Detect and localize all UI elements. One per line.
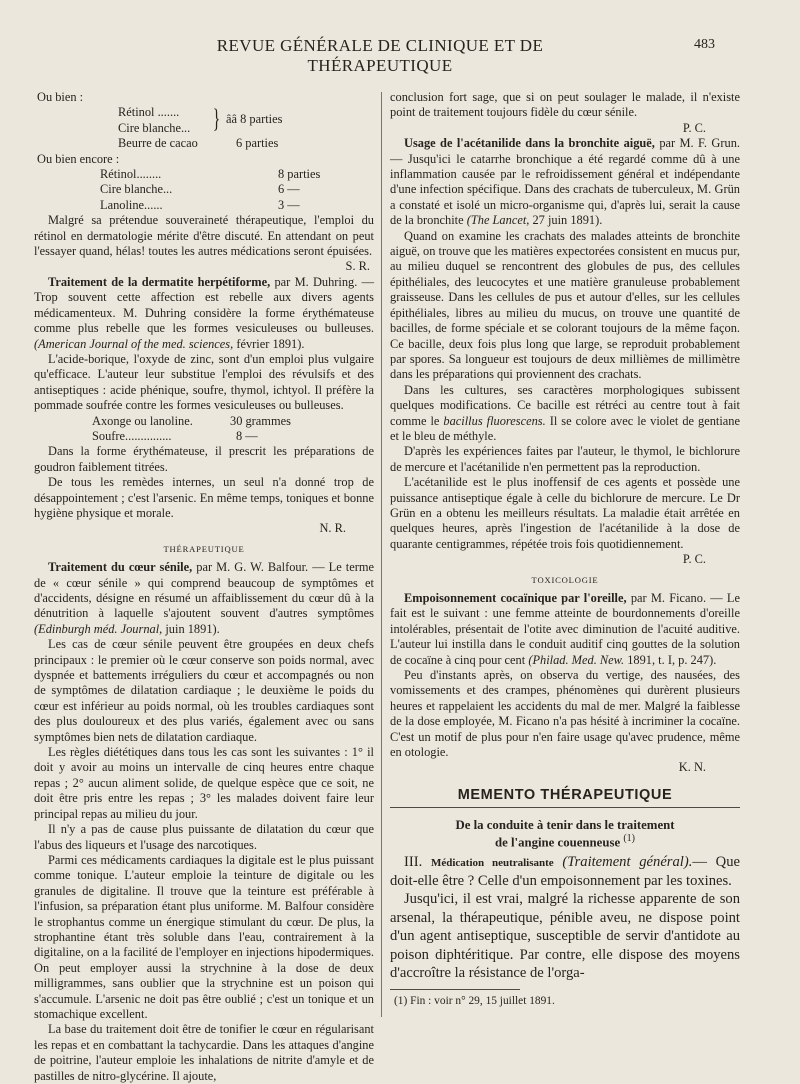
article-text: — Jusqu'ici le catarrhe bronchique a été regardé comme dû à une inflammation causée par le refroidissement général et indépendante d'une infection spécifique. Dans des crachats de tuberculeux, M. Grün a constaté et isolé un micro-organisme qui, d'après lui, serait la cause de la bronchite (390, 151, 740, 228)
column-divider (381, 92, 382, 1017)
article-ficano (390, 591, 740, 668)
article-source-date: juin 1891). (165, 621, 220, 636)
recipe-pommade (34, 414, 374, 445)
signature: S. R. (345, 259, 370, 274)
section-numeral: III. (404, 853, 423, 870)
article-author: par M. Duhring. (274, 274, 358, 289)
paragraph: L'acétanilide est le plus inoffensif de ces agents et possède une puissance antiseptique égale à celle du bichlorure de mercure. Le Dr Grün en a obtenu les meilleurs résultats. La maladie était arrêtée en quelques heures, après l'ingestion de l'acétanilide à la dose de quarante centigrammes, répétée trois fois quotidiennement. (390, 475, 740, 551)
recipe-quantity: ââ 8 parties (226, 112, 283, 127)
running-head (0, 36, 800, 75)
signature: P. C. (682, 120, 706, 135)
paragraph: Parmi ces médicaments cardiaques la digitale est le plus puissant comme tonique. L'auteur emploie la teinture de digitale ou les granules de digitaline. Il trouve que la teinture est préférable à l'infusion, sa préparation étant plus uniforme. M. Balfour considère le strophantus comme un énergique stimulant du cœur. De plus, la strophantine étant très soluble dans l'eau, contrairement à la digitaline, on a la facilité de l'employer en injections hipodermiques. On peut employer aussi la strychnine à la dose de deux milligrammes, sans oublier que la strychnine est un poison qui s'accumule. L'arsenic ne doit pas être oublié ; c'est un tonique et un stomachique excellent. (34, 852, 374, 1021)
article-source-date: 1891, t. I, p. 247). (627, 652, 717, 667)
article-author: par M. G. W. Balfour. (196, 560, 309, 575)
article-title: Traitement du cœur sénile, (48, 560, 193, 575)
article-source-date: 27 juin 1891). (532, 213, 603, 228)
recipe-ingredient: Lanoline...... (100, 197, 163, 212)
article-title: Empoisonnement cocaïnique par l'oreille, (404, 591, 627, 605)
recipe-intro: Ou bien encore : (37, 151, 120, 166)
section-iii: III. Médication neutralisante (Traitement général).— Que doit-elle être ? Celle d'un empoisonnement par les toxines. (390, 853, 740, 889)
article-source: (American Journal of the med. sciences, (34, 336, 234, 351)
article-title: Usage de l'acétanilide dans la bronchite aiguë, (404, 136, 655, 151)
paragraph: Les cas de cœur sénile peuvent être groupées en deux chefs principaux : le premier où le cœur conserve son poids normal, avec dyspnée et battements irréguliers du cœur et accompagnés ou non de symptômes de dilatation cardiaque ; le deuxième le poids du cœur est inférieur au poids normal, où les troubles cardiaques sont des plus douloureux et des plus variés, également avec ou sans symptômes bien nets de dilatation cardiaque. (34, 637, 374, 744)
italic-term: bacillus fluorescens. (443, 413, 546, 428)
recipe-quantity: 3 — (278, 197, 300, 212)
rubric-heading: TOXICOLOGIE (531, 574, 599, 585)
memento-heading: MEMENTO THÉRAPEUTIQUE (390, 786, 740, 808)
journal-title: REVUE GÉNÉRALE DE CLINIQUE ET DE THÉRAPEUTIQUE (216, 36, 544, 75)
paragraph: Peu d'instants après, on observa du vertige, des nausées, des vomissements et des crampes, phénomènes qui durèrent plusieurs heures et rappelaient les accidents du mal de mer. Malgré la faiblesse de la dose employée, M. Ficano n'a pas hésité à incriminer la cocaïne. C'est un motif de plus pour n'en faire usage qu'avec prudence, même en otologie. (390, 668, 740, 760)
paragraph: Malgré sa prétendue souveraineté thérapeutique, l'emploi du rétinol en dermatologie mérite d'être discuté. En attendant on peut l'essayer quand, hélas! toutes les autres médications seront épuisées. (34, 213, 374, 259)
signature: P. C. (682, 552, 706, 567)
recipe-quantity: 30 grammes (230, 413, 291, 428)
article-source: (The Lancet, (466, 213, 530, 228)
recipe-quantity: 6 — (278, 182, 300, 197)
left-column (34, 90, 374, 1084)
article-duhring (34, 275, 374, 352)
recipe-intro: Ou bien : (37, 90, 84, 104)
article-source-date: février 1891). (236, 336, 305, 351)
paragraph: conclusion fort sage, que si on peut soulager le malade, il n'existe point de traitement toujours fidèle du cœur sénile. (390, 90, 740, 120)
paragraph: L'acide-borique, l'oxyde de zinc, sont d'un emploi plus vulgaire qu'efficace. L'auteur leur substitue l'emploi des révulsifs et des antiseptiques : acide phénique, soufre, thymol, ichtyol. Il préfère la pommade soufrée contre les formes vesiculeuses ou bulleuses. (34, 351, 374, 413)
article-text: — Trop souvent cette affection est rebelle aux divers agents médicamenteux. M. Duhring considère la forme érythémateuse comme plus rebelle que les formes vesiculeuses ou bulleuses. (34, 274, 374, 336)
article-author: par M. Ficano. (630, 591, 707, 605)
footnote: (1) Fin : voir n° 29, 15 juillet 1891. (394, 995, 555, 1008)
recipe-quantity: 6 parties (236, 136, 279, 151)
article-balfour (34, 560, 374, 637)
article-title: Traitement de la dermatite herpétiforme, (48, 274, 271, 289)
article-author: par M. F. Grun. (659, 136, 740, 151)
paragraph-cultures: Dans les cultures, ses caractères morphologiques subissent quelques modifications. Ce bacille est rétréci au centre tout à fait comme le bacillus fluorescens. Il se colore avec le violet de gentiane et le bleu de méthyle. (390, 382, 740, 443)
paragraph: Il n'y a pas de cause plus puissante de dilatation du cœur que l'abus des liqueurs et l'usage des narcotiques. (34, 822, 374, 852)
signature: K. N. (678, 760, 706, 775)
signature: N. R. (319, 521, 346, 536)
right-column (390, 90, 740, 1010)
article-text: — Le terme de « cœur sénile » qui comprend beaucoup de symptômes et d'accidents, désigne en résumé un affaiblissement du cœur dû à la dénutrition à laquelle s'ajoutent souvent d'autres symptômes (34, 560, 374, 621)
recipe-brace-group (34, 105, 374, 136)
recipe-ingredient: Soufre............... (92, 428, 172, 443)
recipe-retinol-2 (34, 152, 374, 214)
recipe-ingredient: Rétinol........ (100, 167, 162, 182)
brace-symbol: } (212, 104, 221, 134)
section-title: De la conduite à tenir dans le traitement de l'angine couenneuse $^{(1)}$ (455, 818, 675, 850)
recipe-ingredient: Rétinol ....... (118, 105, 180, 120)
recipe-ingredient: Beurre de cacao (118, 136, 198, 151)
recipe-ingredient: Cire blanche... (100, 182, 173, 197)
article-source: (Edinburgh méd. Journal, (34, 621, 163, 636)
paragraph: De tous les remèdes internes, un seul n'a donné trop de désappointement ; c'est l'arsenic. En même temps, toniques et bonne hygiène physique et morale. (34, 475, 374, 520)
footnote-ref: (1) (623, 833, 635, 845)
footnote-rule (390, 989, 520, 990)
paragraph: La base du traitement doit être de tonifier le cœur en régularisant les repas et en combattant la tachycardie. Dans les attaques d'angine de poitrine, l'auteur emploie les inhalations de nitrite d'amyle et de pastilles de nitro-glycérine. Il ajoute, (34, 1022, 374, 1083)
paragraph: Dans la forme érythémateuse, il prescrit les préparations de goudron faiblement titrées. (34, 444, 374, 474)
recipe-retinol-1 (34, 90, 374, 152)
recipe-ingredient: Axonge ou lanoline. (92, 413, 193, 428)
rubric-heading: THÉRAPEUTIQUE (163, 543, 245, 554)
article-grun (390, 136, 740, 228)
article-source: (Philad. Med. New. (528, 652, 625, 667)
recipe-quantity: 8 — (236, 428, 258, 443)
paragraph: Les règles diététiques dans tous les cas sont les suivantes : 1° il doit y avoir au moins un intervalle de cinq heures entre chaque repas ; 2° aucun aliment solide, de quelque espèce que ce soit, ne doit être pris entre les repas ; 3° les malades doivent faire leur principal repas au milieu du jour. (34, 745, 374, 821)
section-label: Médication neutralisante (430, 856, 554, 869)
paragraph: D'après les expériences faites par l'auteur, le thymol, le bichlorure de mercure et l'acétanilide n'en permettent pas la reproduction. (390, 444, 740, 474)
recipe-quantity: 8 parties (278, 167, 321, 182)
section-sub: (Traitement général). (562, 853, 693, 870)
article-text: — Le fait est le suivant : une femme atteinte de bourdonnements d'oreille intolérables, présentait de l'otite avec diminution de l'acuité auditive. L'auteur lui instilla dans le conduit auditif cinq gouttes de la solution de cocaïne à cinq pour cent (390, 591, 740, 667)
paragraph: Quand on examine les crachats des malades atteints de bronchite aiguë, on trouve que les matières expectorées consistent en mucus pur, au milieu duquel se rencontrent des globules de pus, des cellules épithéliales, des leucocytes et une matière granuleuse probablement graisseuse. Dans les cellules de pus et autour d'elles, sur les cellules épithéliales, libres au milieu du mucus, on trouve une quantité de bacilles, de forme spéciale et se colorant toujours de la même façon. Ce bacille, deux fois plus long que large, se reproduit probablement par spores. Sa longueur est toujours de deux millièmes de millimètre dans les préparations qui proviennent des crachats. (390, 228, 740, 382)
recipe-ingredient: Cire blanche... (118, 120, 191, 135)
paragraph: Jusqu'ici, il est vrai, malgré la richesse apparente de son arsenal, la thérapeutique, pénible aveu, ne dispose point d'un agent antiseptique, susceptible de servir d'antidote au poison diphtéritique. Par contre, elle dispose des moyens d'accroître la résistance de l'orga- (390, 891, 740, 981)
page-number: 483 (694, 37, 715, 52)
